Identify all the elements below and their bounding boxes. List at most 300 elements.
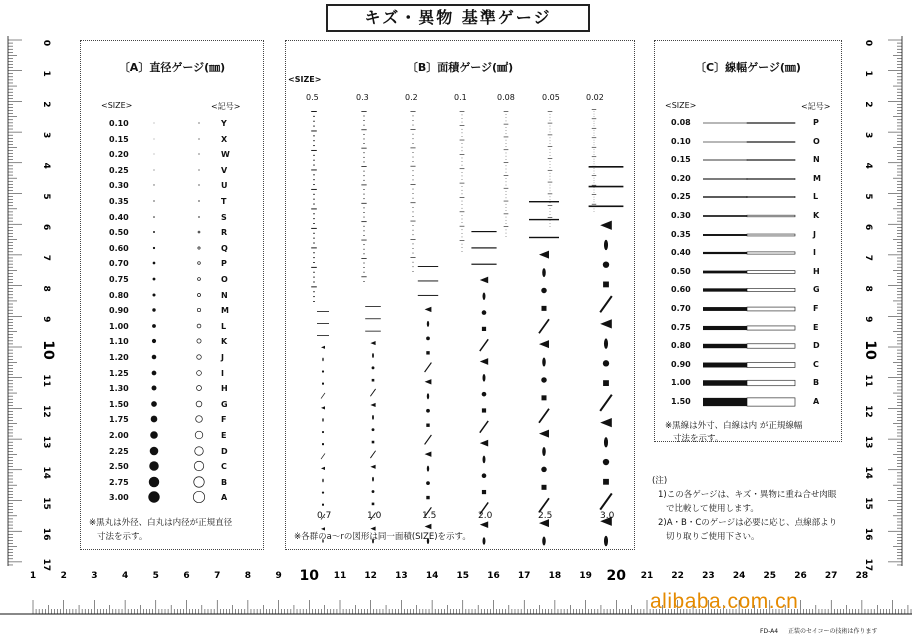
area-shape	[460, 154, 465, 155]
black-line	[703, 215, 747, 217]
line-width-bar	[703, 359, 799, 371]
ruler-side-label: 11	[863, 374, 873, 387]
black-dot	[153, 200, 154, 201]
area-shape	[529, 219, 559, 220]
area-shape	[506, 143, 507, 144]
area-shape	[460, 226, 465, 227]
ruler-side-label: 10	[40, 340, 56, 360]
line-width-bar	[703, 266, 799, 278]
panel-a-size-header: <SIZE>	[101, 101, 133, 110]
area-shape	[313, 204, 315, 205]
ruler-side-label: 9	[863, 316, 873, 323]
black-dot	[149, 477, 159, 487]
line-code-label: E	[813, 322, 819, 332]
area-shape	[313, 199, 315, 200]
area-shape	[480, 277, 488, 284]
area-shape	[418, 280, 438, 281]
area-shape	[504, 201, 509, 202]
black-dot	[153, 278, 156, 281]
white-ring	[199, 138, 200, 139]
diameter-size-label: 3.00	[109, 493, 129, 503]
panel-c-code-header: <記号>	[801, 102, 831, 111]
diameter-dot-pair	[131, 474, 211, 490]
area-shape	[504, 149, 509, 150]
area-shape	[311, 208, 317, 209]
ruler-side-label: 12	[41, 405, 51, 418]
area-shape	[322, 491, 324, 493]
area-shape	[322, 431, 324, 433]
panel-a-diameter-gauge[interactable]	[80, 40, 264, 550]
diameter-dot-pair	[131, 349, 211, 365]
area-shape	[313, 296, 315, 297]
ruler-side-label: 2	[41, 101, 51, 108]
diameter-code-label: O	[221, 275, 228, 284]
area-shape	[550, 211, 551, 212]
white-line	[747, 178, 795, 179]
white-ring	[196, 401, 202, 407]
line-code-label: H	[813, 266, 820, 276]
area-shape	[542, 358, 546, 367]
black-dot	[149, 461, 159, 471]
area-shape	[550, 226, 551, 227]
area-shape	[604, 437, 608, 447]
area-shape	[363, 249, 364, 250]
white-line	[747, 326, 795, 330]
white-ring	[197, 324, 201, 328]
white-line	[747, 398, 795, 406]
ruler-side-label: 5	[41, 193, 51, 200]
white-ring	[194, 477, 204, 487]
black-dot	[153, 262, 156, 265]
diameter-dot-pair	[131, 302, 211, 318]
white-line	[747, 344, 795, 348]
line-width-bar	[703, 377, 799, 389]
area-shape	[460, 125, 465, 126]
area-bottom-size-label: 1.0	[367, 511, 382, 521]
ruler-bottom-label: 27	[824, 571, 838, 581]
diameter-code-label: I	[221, 368, 224, 378]
ruler-bottom-label: 21	[640, 571, 654, 581]
area-shape	[321, 406, 325, 409]
black-line	[703, 197, 747, 198]
area-shape	[313, 213, 315, 214]
area-shape	[372, 415, 374, 420]
ruler-bottom-label: 6	[183, 571, 190, 581]
area-shape	[539, 319, 549, 333]
area-shape	[594, 152, 595, 153]
area-shape	[462, 201, 463, 202]
area-shape	[313, 218, 315, 219]
area-shape	[603, 479, 609, 485]
ruler-side-label: 0	[863, 39, 873, 47]
area-shape	[322, 443, 324, 445]
line-width-bar	[703, 117, 799, 129]
area-shape	[412, 225, 413, 226]
area-shape	[427, 393, 429, 399]
black-dot	[151, 401, 157, 407]
line-size-label: 0.40	[671, 248, 691, 258]
area-shape	[506, 156, 507, 157]
area-shape	[313, 145, 315, 146]
diameter-size-label: 0.35	[109, 197, 129, 206]
area-shape	[550, 149, 551, 150]
black-dot	[152, 370, 157, 375]
white-ring	[198, 200, 199, 201]
diameter-code-label: E	[221, 431, 227, 440]
area-shape	[363, 175, 364, 176]
ruler-bottom-label: 25	[763, 571, 777, 581]
area-shape	[361, 148, 366, 149]
ruler-bottom-label: 11	[333, 571, 347, 581]
diameter-code-label: R	[221, 228, 228, 238]
area-shape	[548, 205, 553, 206]
line-size-label: 0.15	[671, 155, 691, 165]
area-shape	[462, 165, 463, 166]
area-shape	[483, 374, 486, 382]
area-shape	[426, 496, 429, 499]
area-shape	[321, 453, 325, 459]
diameter-code-label: C	[221, 462, 227, 472]
area-bottom-size-label: 0.7	[317, 511, 332, 521]
area-bottom-size-label: 3.0	[600, 511, 615, 521]
area-shape	[542, 485, 547, 490]
ruler-bottom-label: 26	[794, 571, 807, 581]
line-width-bar	[703, 154, 799, 166]
area-shape	[594, 202, 595, 203]
area-shape	[462, 208, 463, 209]
line-code-label: F	[813, 304, 819, 313]
area-shape	[594, 171, 595, 172]
ruler-bottom-label: 13	[395, 571, 408, 581]
area-shape	[363, 143, 364, 144]
area-shape	[372, 353, 374, 358]
area-shape	[600, 221, 612, 230]
area-shape	[592, 156, 597, 157]
diameter-dot-pair	[131, 224, 211, 240]
diameter-size-label: 0.70	[109, 259, 129, 269]
ruler-side-label: 4	[41, 162, 51, 169]
area-shape	[412, 161, 413, 162]
area-shape	[506, 140, 507, 141]
diameter-dot-pair	[131, 380, 211, 396]
white-line	[747, 197, 795, 198]
ruler-side-label: 4	[863, 162, 873, 169]
diameter-size-label: 1.20	[109, 353, 129, 362]
line-code-label: B	[813, 378, 820, 388]
area-shape	[504, 162, 509, 163]
area-shape	[550, 173, 551, 174]
area-shape	[592, 128, 597, 129]
area-shape	[412, 193, 413, 194]
area-shape	[506, 127, 507, 128]
area-shape	[539, 251, 549, 259]
line-code-label: N	[813, 155, 820, 165]
usage-notes	[652, 474, 837, 544]
area-shape	[504, 226, 509, 227]
white-line	[747, 141, 795, 142]
footer-code: FD-A4	[760, 628, 779, 635]
area-shape	[361, 185, 366, 186]
line-size-label: 0.08	[671, 118, 691, 127]
area-shape	[594, 190, 595, 191]
ruler-bottom-label: 18	[548, 571, 562, 581]
ruler-bottom-label: 8	[244, 571, 252, 581]
ruler-side-label: 2	[863, 101, 873, 108]
area-shape	[550, 132, 551, 133]
diameter-code-label: W	[221, 150, 230, 160]
area-shape	[313, 252, 315, 253]
ruler-bottom-label: 5	[152, 571, 159, 581]
ruler-side-label: 13	[41, 435, 51, 449]
area-shape	[506, 233, 507, 234]
diameter-size-label: 0.20	[109, 150, 129, 160]
panel-c-note: ※黒線は外寸、白線は内 が正規線幅	[665, 421, 803, 431]
black-line	[703, 398, 747, 406]
area-shape	[365, 306, 381, 307]
area-shape	[412, 138, 413, 139]
area-shape	[506, 146, 507, 147]
area-shape	[506, 153, 507, 154]
diameter-dot-pair	[131, 411, 211, 427]
area-shape	[550, 214, 551, 215]
area-shape	[321, 346, 325, 349]
area-shape	[460, 240, 465, 241]
area-shape	[313, 301, 315, 302]
ruler-bottom-label: 7	[214, 571, 221, 581]
area-shape	[480, 339, 488, 351]
area-shape	[480, 358, 488, 365]
ruler-side-label: 0	[41, 39, 51, 47]
black-dot	[150, 446, 159, 455]
area-shape	[363, 263, 364, 264]
white-ring	[197, 370, 202, 375]
panel-b-title: 〔B〕面積ゲージ(㎟)	[406, 61, 514, 74]
line-code-label: L	[813, 192, 819, 202]
black-line	[703, 123, 747, 124]
line-size-label: 0.30	[671, 211, 691, 220]
area-shape	[361, 129, 366, 130]
diameter-code-label: H	[221, 384, 228, 394]
black-dot	[152, 386, 157, 391]
area-shape	[462, 161, 463, 162]
area-shape	[604, 338, 608, 348]
area-shape	[589, 205, 624, 207]
black-dot	[152, 355, 157, 360]
diameter-size-label: 1.75	[109, 415, 129, 425]
line-size-label: 1.00	[671, 378, 691, 388]
area-shape	[594, 211, 595, 212]
area-shape	[313, 257, 315, 258]
area-shape	[363, 152, 364, 153]
area-shape	[594, 180, 595, 181]
white-ring	[197, 386, 202, 391]
area-shape	[462, 179, 463, 180]
line-code-label: D	[813, 341, 820, 351]
area-shape	[311, 150, 317, 151]
area-shape	[425, 435, 432, 445]
area-shape	[418, 295, 438, 296]
area-shape	[482, 310, 487, 315]
black-dot	[152, 324, 156, 328]
white-ring	[198, 278, 201, 281]
line-width-bar	[703, 210, 799, 222]
line-code-label: C	[813, 359, 819, 369]
area-shape	[412, 157, 413, 158]
area-shape	[604, 536, 608, 546]
area-shape	[504, 124, 509, 125]
white-ring	[197, 339, 201, 343]
area-shape	[482, 408, 486, 412]
area-shape	[410, 111, 415, 112]
diameter-code-label: U	[221, 181, 228, 191]
panel-b-shapes	[286, 101, 634, 511]
area-shape	[506, 121, 507, 122]
ruler-side-label: 11	[41, 374, 51, 387]
area-shape	[426, 336, 430, 340]
diameter-code-label: X	[221, 134, 228, 144]
area-shape	[425, 451, 432, 456]
area-shape	[462, 244, 463, 245]
panel-c-line-width-gauge[interactable]	[654, 40, 842, 442]
area-shape	[412, 207, 413, 208]
white-ring	[198, 185, 199, 186]
area-shape	[550, 176, 551, 177]
panel-a-note-2: 寸法を示す。	[97, 532, 148, 542]
white-line	[747, 362, 795, 367]
diameter-code-label: N	[221, 290, 228, 300]
area-shape	[365, 318, 381, 319]
line-size-label: 0.25	[671, 192, 691, 202]
area-shape	[548, 158, 553, 159]
area-shape	[412, 134, 413, 135]
area-shape	[594, 199, 595, 200]
area-shape	[506, 236, 507, 237]
area-shape	[550, 167, 551, 168]
area-shape	[412, 170, 413, 171]
diameter-code-label: T	[221, 197, 227, 206]
panel-c-size-header: <SIZE>	[665, 101, 697, 110]
area-shape	[313, 184, 315, 185]
panel-a-code-header: <記号>	[211, 102, 241, 111]
area-shape	[462, 219, 463, 220]
diameter-size-label: 0.80	[109, 290, 129, 300]
white-line	[747, 252, 795, 254]
area-shape	[600, 319, 612, 328]
ruler-bottom-label: 4	[121, 571, 129, 581]
notes-line-2: で比較して使用します。	[666, 504, 759, 514]
white-line	[747, 215, 795, 217]
line-code-label: G	[813, 285, 820, 295]
area-shape	[506, 204, 507, 205]
ruler-bottom-label: 20	[606, 568, 627, 584]
area-shape	[462, 136, 463, 137]
ruler-side-label: 16	[41, 527, 51, 541]
area-shape	[412, 234, 413, 235]
area-shape	[550, 179, 551, 180]
area-shape	[361, 166, 366, 167]
diameter-size-label: 1.25	[109, 368, 129, 378]
area-top-size-label: 0.3	[356, 93, 369, 102]
area-shape	[548, 123, 553, 124]
ruler-bottom-label: 9	[275, 571, 282, 581]
line-size-label: 0.10	[671, 136, 691, 146]
area-shape	[592, 204, 597, 205]
area-shape	[363, 194, 364, 195]
area-shape	[462, 251, 463, 252]
black-line	[703, 141, 747, 142]
area-shape	[542, 268, 546, 277]
ruler-bottom-label: 12	[364, 571, 377, 581]
area-shape	[313, 262, 315, 263]
left-ruler	[4, 36, 56, 572]
white-ring	[198, 231, 200, 233]
area-bottom-size-label: 1.5	[422, 511, 437, 521]
area-shape	[594, 187, 595, 188]
area-shape	[322, 358, 323, 362]
area-shape	[542, 447, 546, 456]
panel-b-area-gauge[interactable]	[285, 40, 635, 550]
area-shape	[372, 379, 375, 382]
ruler-side-label: 7	[863, 254, 873, 262]
diameter-dot-pair	[131, 427, 211, 443]
area-shape	[603, 380, 609, 386]
area-shape	[550, 138, 551, 139]
diameter-dot-pair	[131, 240, 211, 256]
line-width-bar	[703, 303, 799, 315]
black-line	[703, 234, 747, 236]
area-shape	[412, 180, 413, 181]
area-shape	[412, 189, 413, 190]
diameter-code-label: B	[221, 477, 228, 487]
white-line	[747, 289, 795, 292]
area-shape	[363, 217, 364, 218]
area-shape	[548, 194, 553, 195]
area-top-size-label: 0.1	[454, 93, 467, 102]
black-line	[703, 307, 747, 311]
area-shape	[483, 292, 486, 300]
area-shape	[541, 288, 547, 294]
black-dot	[152, 293, 155, 296]
area-shape	[313, 174, 315, 175]
notes-line-4: 切り取りご使用下さい。	[666, 532, 760, 542]
area-shape	[322, 504, 324, 506]
area-shape	[594, 130, 595, 131]
diameter-size-label: 0.90	[109, 306, 129, 316]
line-size-label: 0.50	[671, 266, 691, 276]
panel-b-note: ※各群のa〜rの図形は同一面積(SIZE)を示す。	[294, 532, 471, 542]
area-shape	[313, 223, 315, 224]
area-shape	[542, 395, 547, 400]
area-shape	[592, 137, 597, 138]
ruler-side-label: 17	[863, 558, 873, 572]
area-shape	[412, 116, 413, 117]
ruler-side-label: 13	[863, 435, 873, 449]
diameter-dot-pair	[131, 146, 211, 162]
area-shape	[462, 215, 463, 216]
black-dot	[152, 308, 155, 311]
black-dot	[150, 431, 158, 439]
area-shape	[504, 111, 509, 112]
line-code-label: A	[813, 397, 820, 406]
line-size-label: 0.70	[671, 304, 691, 313]
area-shape	[506, 114, 507, 115]
area-shape	[412, 216, 413, 217]
diameter-dot-pair	[131, 287, 211, 303]
black-line	[703, 362, 747, 367]
ruler-bottom-label: 24	[732, 571, 746, 581]
area-shape	[462, 143, 463, 144]
area-shape	[480, 421, 488, 433]
